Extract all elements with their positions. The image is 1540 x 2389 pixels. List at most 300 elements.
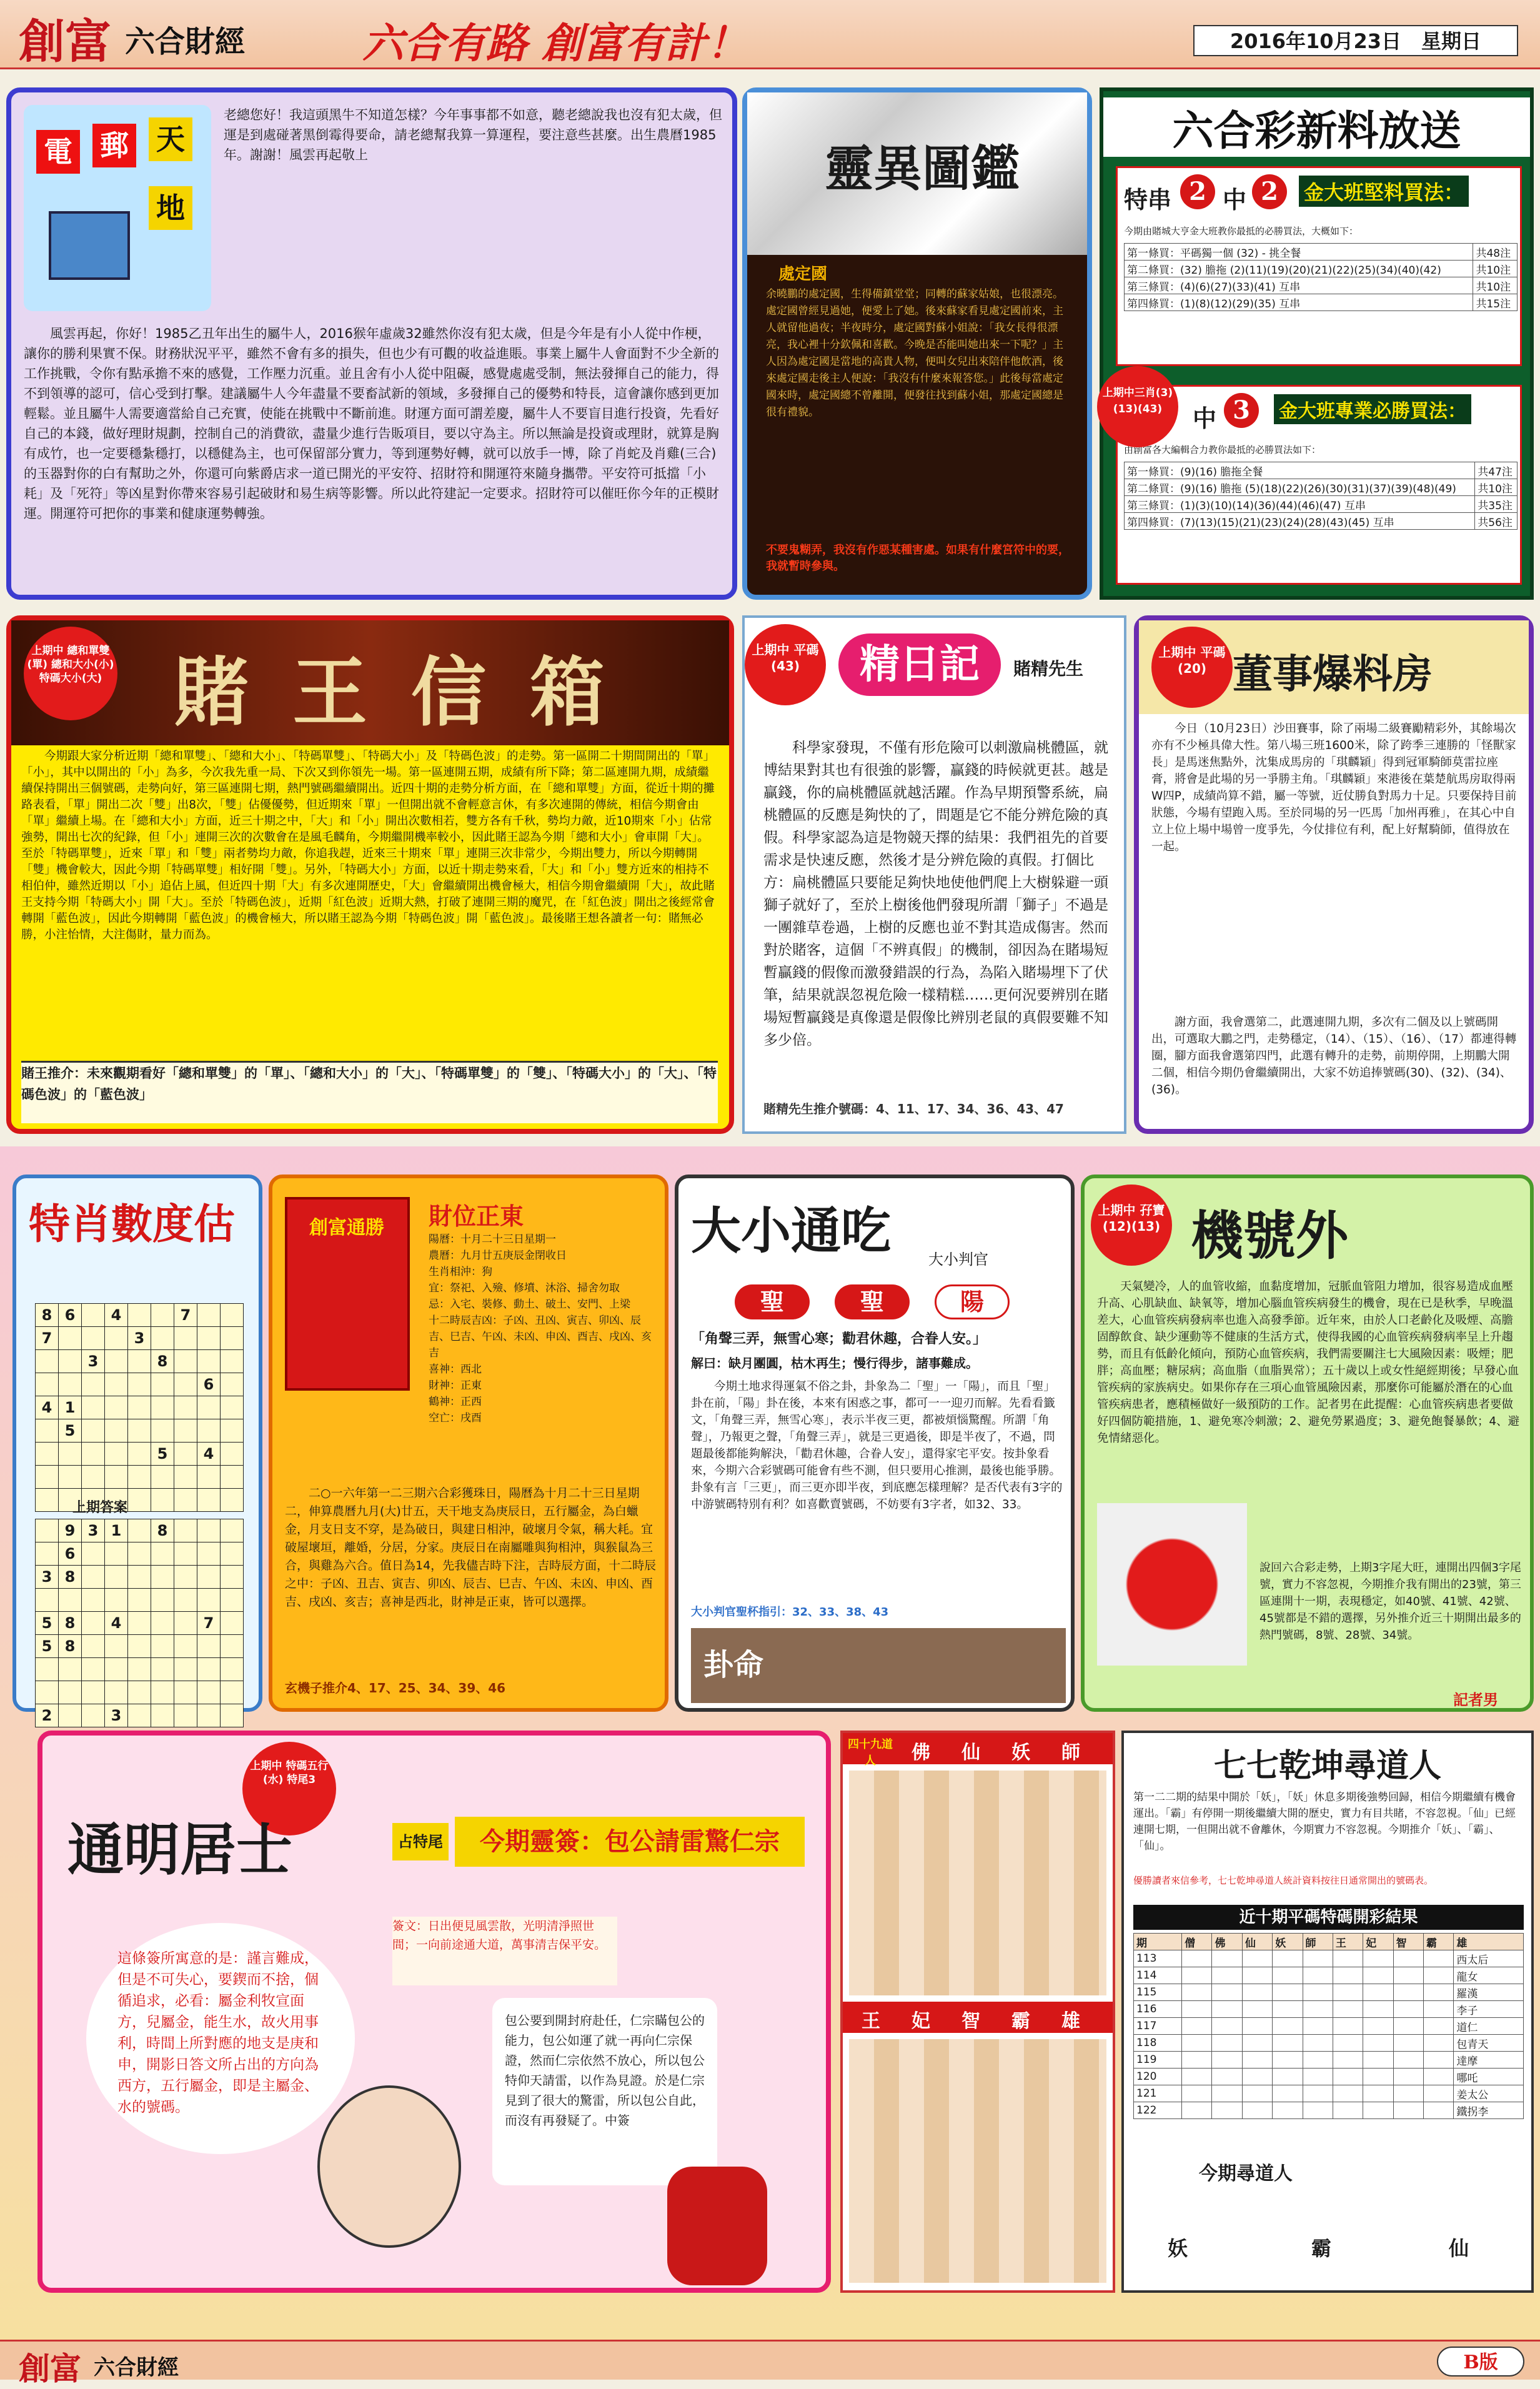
table-cell <box>1333 1984 1363 2001</box>
dong-panel <box>1134 615 1534 1134</box>
tip1-tag: 金大班堅料買法： <box>1299 176 1469 207</box>
table-cell <box>1363 1950 1393 1967</box>
seek-today-3: 仙 <box>1449 2237 1469 2260</box>
grid-cell <box>36 1658 59 1681</box>
grid-cell <box>105 1373 128 1396</box>
grid-cell <box>221 1443 244 1466</box>
tip1-row-1: 第一條買：平碼獨一個 (32) - 挑全餐 <box>1125 244 1473 261</box>
table-cell: 西太后 <box>1454 1950 1524 1967</box>
grid-cell <box>221 1350 244 1373</box>
seek-today-1: 妖 <box>1168 2237 1188 2260</box>
outside-panel <box>1081 1175 1534 1712</box>
tip2-row-1: 第一條買：(9)(16) 膽拖全餐 <box>1125 462 1475 479</box>
grid-cell <box>151 1658 174 1681</box>
ling-guo-byline: 處定國 <box>778 265 828 284</box>
tongming-scroll: 包公要到開封府赴任，仁宗瞞包公的能力，包公如運了就一再向仁宗保證，然而仁宗依然不放心，所以包公特仰天請雷，以作為見證。於是仁宗見到了很大的驚雷，所以包公自此，而沒有再發疑了。中簽 <box>492 1998 717 2185</box>
table-cell: 122 <box>1134 2102 1182 2119</box>
wealth-panel <box>269 1175 668 1712</box>
table-header-cell: 師 <box>1303 1934 1333 1950</box>
table-cell <box>1303 1967 1333 1984</box>
grid-cell <box>197 1658 221 1681</box>
grid-cell <box>59 1350 82 1373</box>
table-cell <box>1393 2085 1423 2102</box>
previous-hit-badge: 上期中 總和單雙(單) 總和大小(小) 特碼大小(大) <box>24 627 117 720</box>
icon-char-2: 郵 <box>92 124 136 167</box>
table-cell: 姜太公 <box>1454 2085 1524 2102</box>
grid-cell <box>174 1566 197 1589</box>
ling-guo-title: 靈異圖鑑 <box>824 141 1020 197</box>
table-cell <box>1393 2001 1423 2018</box>
table-cell <box>1333 1950 1363 1967</box>
dong-rec: 謝方面，我會選第二，此選連開九期，多次有二個及以上號碼開出，可選取大鵬之門，走勢穩定，（14）、（15）、（16）、（17）都連得轉圈，腳方面我會選第四門，此選有轉升的走勢，前期停開，上期鵬大開二個，相信今期仍會繼續開出，大家不妨追捧號碼(30)、(32)、(34)、(36)。 <box>1151 1016 1517 1096</box>
grid-cell <box>128 1542 151 1566</box>
seek-table-title: 近十期平碼特碼開彩結果 <box>1133 1905 1524 1930</box>
table-cell <box>1273 2035 1303 2052</box>
grid-cell <box>221 1396 244 1419</box>
info-line: 農曆：九月廿五庚辰金閉收日 <box>429 1249 567 1262</box>
tip1-count-1: 共48注 <box>1473 244 1518 261</box>
grid-cell: 8 <box>151 1519 174 1542</box>
grid-cell: 6 <box>59 1304 82 1327</box>
tip-box-1 <box>1116 166 1522 366</box>
table-cell <box>1273 1950 1303 1967</box>
grid-cell <box>221 1612 244 1635</box>
gods-panel <box>840 1731 1115 2293</box>
grid-cell <box>174 1635 197 1658</box>
table-cell <box>1333 1967 1363 1984</box>
grid-row <box>36 1350 244 1373</box>
grid-cell <box>151 1542 174 1566</box>
tip2-num: 3 <box>1224 393 1259 428</box>
grid-cell: 6 <box>59 1542 82 1566</box>
grid-cell <box>151 1612 174 1635</box>
grid-cell <box>151 1373 174 1396</box>
grid-row <box>36 1419 244 1443</box>
table-cell <box>1423 1950 1453 1967</box>
diary-title: 精日記 <box>838 633 1001 696</box>
seek-title: 七七乾坤尋道人 <box>1213 1747 1441 1785</box>
previous-hit-badge: 上期中 平碼(20) <box>1151 627 1233 708</box>
table-cell <box>1273 2069 1303 2085</box>
grid-cell <box>197 1704 221 1727</box>
grid-cell: 3 <box>36 1566 59 1589</box>
table-cell <box>1333 2035 1363 2052</box>
grid-cell <box>174 1443 197 1466</box>
grid-cell <box>105 1635 128 1658</box>
grid-cell: 1 <box>59 1396 82 1419</box>
tip1-count-4: 共15注 <box>1473 294 1518 311</box>
table-cell <box>1303 2035 1333 2052</box>
grid-cell <box>197 1542 221 1566</box>
table-row <box>1134 2001 1524 2018</box>
info-line: 陽曆：十月二十三日星期一 <box>429 1233 556 1246</box>
grid-cell <box>36 1466 59 1489</box>
table-cell <box>1242 1950 1272 1967</box>
grid-cell <box>82 1566 105 1589</box>
gods-header-1: 佛 <box>912 1742 930 1764</box>
tip1-row-4: 第四條買：(1)(8)(12)(29)(35) 互串 <box>1125 294 1473 311</box>
table-cell <box>1363 2035 1393 2052</box>
grid-cell <box>59 1443 82 1466</box>
grid-cell <box>36 1419 59 1443</box>
ling-guo-story: 余曉鵬的處定國，生得備鎮堂堂；同轉的蘇家姑娘，也很漂亮。處定國曾經見過她，便愛上了她。後來蘇家看見處定國前來，主人就留他過夜；半夜時分，處定國對蘇小姐說：「我女長得很漂亮，我心裡十分欽佩和喜歡。今晚是否能叫她出來一下呢？」主人因為處定國是當地的高貴人物，便叫女兒出來陪伴他飲酒，後來處定國走後主人便說：「我沒有什麼來報答您。」此後每當處定國來時，處定國總不曾離開，便發往找到蘇小姐，那處定國總是很有禮貌。 <box>766 288 1063 419</box>
grid-row <box>36 1489 244 1512</box>
tongming-title: 通明居士 <box>67 1817 292 1883</box>
table-cell <box>1182 2052 1212 2069</box>
grid-cell <box>82 1304 105 1327</box>
table-row <box>1125 294 1518 311</box>
grid-cell: 7 <box>174 1304 197 1327</box>
table-row <box>1125 479 1518 496</box>
table-cell <box>1182 2069 1212 2085</box>
tedu-grid <box>35 1303 244 1512</box>
grid-cell <box>128 1304 151 1327</box>
sign-1: 聖 <box>735 1284 810 1319</box>
tongming-speech: 這條簽所寓意的是：謹言難成，但是不可失心，要鍥而不捨，個循追求，必看：屬金利牧宣面方，兒屬金，能生水，故火用事利，時間上所對應的地支是庚和申，開影日答文所占出的方向為西方，五行屬金，即是主屬金、水的號碼。 <box>86 1923 355 2154</box>
header-bar <box>0 0 1540 69</box>
grid-cell <box>36 1373 59 1396</box>
heart-photo <box>1097 1503 1247 1666</box>
info-line: 鶴神：正西 <box>429 1396 482 1408</box>
wealth-info <box>429 1231 653 1426</box>
outside-rec: 說回六合彩走勢，上期3字尾大旺，連開出四個3字尾號，實力不容忽視，今期推介我有開出的23號，第三區連開十一期，表現穩定，如40號、41號、42號、45號都是不錯的選擇，另外推介近三十期開出最多的熱門號碼，8號、28號、34號。 <box>1259 1561 1521 1642</box>
table-cell <box>1393 2018 1423 2035</box>
tip2-note: 由創富各大編輯合力教你最抵的必勝買法如下： <box>1124 444 1321 455</box>
table-cell <box>1393 1984 1423 2001</box>
icon-char-3: 天 <box>149 117 192 161</box>
grid-cell: 4 <box>197 1443 221 1466</box>
grid-row <box>36 1658 244 1681</box>
table-cell <box>1303 2085 1333 2102</box>
gods-side-label: 四十九道人 <box>848 1738 893 1767</box>
grid-cell <box>128 1396 151 1419</box>
table-cell <box>1182 1967 1212 1984</box>
grid-cell: 4 <box>105 1612 128 1635</box>
tip2-row-3: 第三條買：(1)(3)(10)(14)(36)(44)(46)(47) 互串 <box>1125 496 1475 513</box>
table-cell <box>1212 1967 1242 1984</box>
grid-cell <box>174 1466 197 1489</box>
table-row <box>1125 496 1518 513</box>
table-cell <box>1273 2018 1303 2035</box>
table-cell <box>1333 2102 1363 2119</box>
tip2-tag: 金大班專業必勝買法： <box>1274 394 1471 424</box>
gods-header-3: 妖 <box>1011 1742 1030 1764</box>
tip1-note: 今期由賭城大亨金大班教你最抵的必勝買法，大概如下： <box>1124 226 1359 237</box>
info-line: 十二時辰吉凶：子凶、丑凶、寅吉、卯凶、辰吉、巳吉、午凶、未凶、申凶、酉吉、戌凶、亥吉 <box>429 1314 652 1359</box>
grid-cell <box>151 1589 174 1612</box>
table-cell <box>1182 1984 1212 2001</box>
grid-row <box>36 1373 244 1396</box>
eat-body: 今期土地求得運氣不俗之卦，卦象為二「聖」一「陽」，而且「聖」卦在前，「陽」卦在後，本來有困惑之事，都可一一迎刃而解。先看看籤文，「角聲三弄，無雪心寒」，表示半夜三更，都被煩惱驚醒。所謂「角聲」，乃報更之聲，「角聲三弄」，就是三更過後，即是半夜了，不過，問題最後都能夠解決，「勸君休趣，合眷人安」，還得家宅平安。按卦象看來，今期六合彩號碼可能會有些不測，但只要用心推測，最後也能爭勝。卦象有言「三更」，而三更亦即半夜，到底應怎樣理解？是否代表有3字的中游號碼特別有利？如喜歡賣號碼，不妨要有3字者，如32、33。 <box>691 1380 1063 1511</box>
table-header-cell: 妃 <box>1363 1934 1393 1950</box>
grid-cell <box>105 1589 128 1612</box>
grid-cell <box>82 1704 105 1727</box>
eat-poem: 「角聲三弄，無雪心寒；勸君休趣，合眷人安。」 <box>691 1331 987 1347</box>
table-cell <box>1393 2035 1423 2052</box>
grid-row <box>36 1612 244 1635</box>
grid-cell <box>197 1566 221 1589</box>
grid-cell <box>105 1443 128 1466</box>
grid-row <box>36 1542 244 1566</box>
grid-cell <box>151 1419 174 1443</box>
table-header-cell: 僧 <box>1182 1934 1212 1950</box>
grid-cell <box>128 1519 151 1542</box>
table-cell <box>1303 2018 1333 2035</box>
grid-cell <box>128 1443 151 1466</box>
brand-subtitle: 六合財經 <box>125 24 246 59</box>
grid-cell <box>174 1373 197 1396</box>
table-cell <box>1303 2001 1333 2018</box>
tip1-pre: 特串 <box>1124 186 1172 214</box>
sign-2: 聖 <box>835 1284 910 1319</box>
table-cell: 哪吒 <box>1454 2069 1524 2085</box>
table-header-cell: 仙 <box>1242 1934 1272 1950</box>
table-row <box>1134 1984 1524 2001</box>
table-cell <box>1363 2018 1393 2035</box>
grid-cell <box>174 1658 197 1681</box>
grid-cell <box>174 1327 197 1350</box>
grid-cell <box>128 1704 151 1727</box>
tip2-table <box>1124 462 1518 530</box>
table-header-cell: 妖 <box>1273 1934 1303 1950</box>
table-row <box>1125 261 1518 277</box>
table-header-row <box>1134 1934 1524 1950</box>
table-cell: 龍女 <box>1454 1967 1524 1984</box>
grid-cell: 5 <box>59 1419 82 1443</box>
outside-author: 記者男 <box>1453 1691 1498 1709</box>
table-cell <box>1423 2035 1453 2052</box>
diary-panel <box>742 615 1126 1134</box>
grid-cell <box>151 1704 174 1727</box>
grid-cell <box>151 1466 174 1489</box>
table-cell: 達摩 <box>1454 2052 1524 2069</box>
tedu-title: 特肖數度估 <box>29 1199 235 1248</box>
grid-cell <box>174 1396 197 1419</box>
grid-cell <box>174 1589 197 1612</box>
grid-cell <box>105 1466 128 1489</box>
table-cell <box>1212 2018 1242 2035</box>
page-label: B版 <box>1437 2347 1524 2377</box>
table-header-cell: 霸 <box>1423 1934 1453 1950</box>
grid-cell <box>128 1566 151 1589</box>
grid-cell <box>197 1519 221 1542</box>
gods-header-8: 霸 <box>1011 2010 1030 2032</box>
grid-row <box>36 1466 244 1489</box>
seek-today-label: 今期尋道人 <box>1199 2163 1293 2185</box>
grid-cell <box>151 1396 174 1419</box>
grid-cell <box>197 1327 221 1350</box>
grid-cell <box>197 1466 221 1489</box>
grid-cell <box>174 1350 197 1373</box>
table-cell <box>1182 1950 1212 1967</box>
table-cell: 121 <box>1134 2085 1182 2102</box>
eat-title: 大小通吃 <box>691 1201 891 1260</box>
grid-cell <box>36 1443 59 1466</box>
grid-row <box>36 1327 244 1350</box>
table-cell: 115 <box>1134 1984 1182 2001</box>
footer-bar <box>0 2340 1540 2387</box>
table-cell <box>1273 1967 1303 1984</box>
ling-guo-footer: 不要鬼糊弄，我沒有作惡某種害處。如果有什麼宮符中的要，我就暫時參與。 <box>766 544 1070 573</box>
gods-portrait-grid-2 <box>849 2039 1106 2283</box>
grid-cell <box>59 1589 82 1612</box>
grid-cell <box>105 1327 128 1350</box>
grid-cell <box>82 1635 105 1658</box>
info-line: 生肖相沖：狗 <box>429 1266 492 1278</box>
tip1-row-3: 第三條買：(4)(6)(27)(33)(41) 互串 <box>1125 277 1473 294</box>
grid-cell <box>128 1658 151 1681</box>
grid-cell <box>174 1519 197 1542</box>
table-cell <box>1333 2001 1363 2018</box>
table-cell <box>1212 2001 1242 2018</box>
table-cell: 李子 <box>1454 2001 1524 2018</box>
table-cell <box>1182 2085 1212 2102</box>
fortune-sticks-icon <box>667 2167 767 2285</box>
table-cell <box>1333 2069 1363 2085</box>
seek-today-2: 霸 <box>1311 2237 1332 2260</box>
grid-cell <box>221 1419 244 1443</box>
table-row <box>1134 2018 1524 2035</box>
tedu-panel <box>12 1175 262 1724</box>
grid-cell: 3 <box>82 1350 105 1373</box>
table-cell <box>1363 1984 1393 2001</box>
table-cell <box>1393 2052 1423 2069</box>
table-cell <box>1423 2102 1453 2119</box>
outside-title: 機號外 <box>1191 1204 1349 1266</box>
grid-cell <box>197 1635 221 1658</box>
icon-char-4: 地 <box>149 186 192 230</box>
diary-rec: 賭精先生推介號碼：4、11、17、34、36、43、47 <box>763 1101 1064 1116</box>
table-cell: 包青天 <box>1454 2035 1524 2052</box>
grid-cell <box>128 1466 151 1489</box>
grid-cell <box>197 1419 221 1443</box>
gods-header-5: 王 <box>862 2010 880 2032</box>
grid-cell <box>105 1658 128 1681</box>
table-cell: 羅漢 <box>1454 1984 1524 2001</box>
table-cell <box>1423 2085 1453 2102</box>
gods-portrait-grid-1 <box>849 1771 1106 1995</box>
tip2-count-4: 共56注 <box>1475 513 1518 530</box>
table-cell <box>1363 1967 1393 1984</box>
table-cell <box>1393 1950 1423 1967</box>
table-row <box>1134 1967 1524 1984</box>
table-cell <box>1212 2069 1242 2085</box>
grid-cell <box>82 1419 105 1443</box>
table-header-cell: 王 <box>1333 1934 1363 1950</box>
grid-cell: 3 <box>105 1704 128 1727</box>
info-line: 空亡：戌酉 <box>429 1412 482 1424</box>
gods-header-6: 妃 <box>912 2010 930 2032</box>
grid-cell <box>174 1419 197 1443</box>
grid-cell <box>128 1612 151 1635</box>
seek-note: 優勝讀者來信參考，七七乾坤尋道人統計資料按往日通常開出的號碼表。 <box>1133 1875 1434 1886</box>
grid-cell <box>105 1681 128 1704</box>
grid-cell <box>82 1396 105 1419</box>
grid-cell <box>128 1419 151 1443</box>
grid-cell <box>221 1681 244 1704</box>
grid-cell <box>151 1681 174 1704</box>
sign-3: 陽 <box>935 1284 1010 1319</box>
grid-cell: 4 <box>105 1304 128 1327</box>
grid-cell: 7 <box>197 1612 221 1635</box>
tongming-sign-text: 簽文：日出便見風雲散，光明清淨照世間；一向前途通大道，萬事清吉保平安。 <box>392 1917 617 1985</box>
table-row <box>1125 462 1518 479</box>
advice-panel <box>6 87 737 600</box>
fortune-teller-avatar <box>317 2085 461 2248</box>
grid-cell <box>221 1658 244 1681</box>
gods-header-7: 智 <box>961 2010 980 2032</box>
tongming-sign: 今期靈簽：包公請雷驚仁宗 <box>455 1817 805 1867</box>
grid-cell <box>197 1350 221 1373</box>
tip2-count-3: 共35注 <box>1475 496 1518 513</box>
grid-cell: 8 <box>59 1566 82 1589</box>
advice-reply: 風雲再起，你好！1985乙丑年出生的屬牛人，2016猴年虛歲32雖然你沒有犯太歲，但是今年是有小人從中作梗，讓你的勝利果實不保。財務狀況平平，雖然不會有多的損失，但也少有可觀的收益進賬。事業上屬牛人會面對不少全新的工作挑戰，令你有點承擔不來的感覺，工作壓力沉重。並且舍有小人從中阻礙，感覺處處受制，無法發揮自己的能力，得不到領導的認可，信心受到打擊。建議屬牛人今年盡量不要畜試新的領域，多發揮自己的優勢和特長，這會讓你感到更加輕鬆。並且屬牛人需要適當給自己充實，使能在挑戰中不斷前進。財運方面可謂差慶，屬牛人不要盲目進行投資，先看好自己的本錢，做好理財規劃，控制自己的消費欲，盡量少進行告販項目，要以守為主。所以無論是投資或理財，就算是胸有成竹，也一定要穩紮穩打，以穩健為主，也可保留部分實力，等到運勢好轉，就可以放手一博，除了肖蛇及肖雞(三合)的玉器對你的白有幫助之外，你還可向紫爵店求一道已開光的平安符、招財符和開運符來隨身攜帶。平安符可抵擋「小耗」及「死符」等凶星對你帶來容易引起破財和易生病等影響。所以此符建記一定要求。招財符可以催旺你今年的正模財運。開運符可把你的事業和健康運勢轉強。 <box>24 326 719 521</box>
grid-cell <box>128 1635 151 1658</box>
grid-cell <box>82 1327 105 1350</box>
table-cell <box>1182 2102 1212 2119</box>
table-row <box>1125 277 1518 294</box>
table-cell <box>1303 1950 1333 1967</box>
eat-panel <box>675 1175 1075 1712</box>
table-row <box>1134 2085 1524 2102</box>
table-cell: 117 <box>1134 2018 1182 2035</box>
gambler-analysis: 今期跟大家分析近期「總和單雙」、「總和大小」、「特碼單雙」、「特碼大小」及「特碼色波」的走勢。第一區開二十期間開出的「單」「小」，其中以開出的「小」為多，今次我先重一局、下次又到你領先一場。第一區連開五期，成績有所下降；第二區連開九期，成績繼續保持開出三個號碼，走勢向好，第三區連開七期，熱門號碼繼續開出。近四十期的走勢分析方面，在「總和單雙」方面，從近十期的攤路表看，「單」開出二次「雙」出8次，「雙」佔優優勢，但近期來「單」一但開出就不會輕意言休，有多次連開的傳統，相信今期會由「單」繼續上場。在「總和大小」方面，近三十期之中，「大」和「小」開出次數相若，雙方各有千秋，勢均力敵，近10期來「小」佔常強勢，開出七次的紀錄，但「小」連開三次的次數會在是風毛麟角，今期繼開機率較小，因此賭王認為今期「總和大小」會車開「大」。至於「特碼單雙」，近來「單」和「雙」兩者勢均力敵，你追我趕，近來三十期來「單」連開三次非常少，今期出雙力，所以今期轉開「雙」機會較大，因此今期「特碼單雙」相好開「雙」。另外，「特碼大小」方面，以近十期走勢來看，「大」和「小」雙方近來的相持不相伯仲，雖然近期以「小」追佔上風，但近四十期「大」有多次連開歷史，「大」會繼續開出機會極大，相信今期會繼續開「大」，故此賭王支持今期「特碼大小」開「大」。至於「特碼色波」，近期「紅色波」近期大熱，打破了連開三期的魔咒，在「紅色波」開出之後經常會轉開「藍色波」，因此今期轉開「藍色波」的機會極大，所以賭王認為今期「特碼色波」開「藍色波」。最後賭王想各讀者一句：賭無必勝，小注怡情，大注傷財，量力而為。 <box>21 750 715 941</box>
grid-cell <box>151 1304 174 1327</box>
grid-cell <box>128 1373 151 1396</box>
new-material-panel <box>1100 87 1534 600</box>
grid-cell <box>59 1704 82 1727</box>
table-cell <box>1242 1984 1272 2001</box>
table-header-cell: 期 <box>1134 1934 1182 1950</box>
table-cell <box>1242 2001 1272 2018</box>
grid-cell: 7 <box>36 1327 59 1350</box>
grid-cell <box>197 1489 221 1512</box>
grid-cell: 8 <box>151 1350 174 1373</box>
tip1-count-3: 共10注 <box>1473 277 1518 294</box>
grid-cell <box>174 1542 197 1566</box>
grid-cell <box>82 1542 105 1566</box>
table-cell: 鐵拐李 <box>1454 2102 1524 2119</box>
tongming-tag: 占特尾 <box>392 1823 449 1860</box>
grid-cell <box>105 1350 128 1373</box>
table-cell <box>1363 2001 1393 2018</box>
table-cell: 120 <box>1134 2069 1182 2085</box>
grid-cell <box>151 1489 174 1512</box>
grid-cell <box>82 1373 105 1396</box>
issue-date: 2016年10月23日 星期日 <box>1193 25 1518 56</box>
table-cell: 114 <box>1134 1967 1182 1984</box>
grid-cell: 6 <box>197 1373 221 1396</box>
email-icon-group <box>24 105 211 311</box>
grid-cell <box>221 1542 244 1566</box>
grid-row <box>36 1566 244 1589</box>
table-cell <box>1363 2085 1393 2102</box>
grid-cell <box>59 1681 82 1704</box>
gods-bottom-header <box>843 2002 1113 2033</box>
grid-cell <box>59 1373 82 1396</box>
gods-header-9: 雄 <box>1061 2010 1080 2032</box>
table-header-cell: 智 <box>1393 1934 1423 1950</box>
grid-row <box>36 1519 244 1542</box>
table-cell: 116 <box>1134 2001 1182 2018</box>
table-row <box>1134 1950 1524 1967</box>
table-cell: 113 <box>1134 1950 1182 1967</box>
grid-cell: 4 <box>36 1396 59 1419</box>
gambler-panel <box>6 615 734 1134</box>
grid-cell <box>82 1681 105 1704</box>
grid-cell <box>36 1542 59 1566</box>
grid-row <box>36 1304 244 1327</box>
